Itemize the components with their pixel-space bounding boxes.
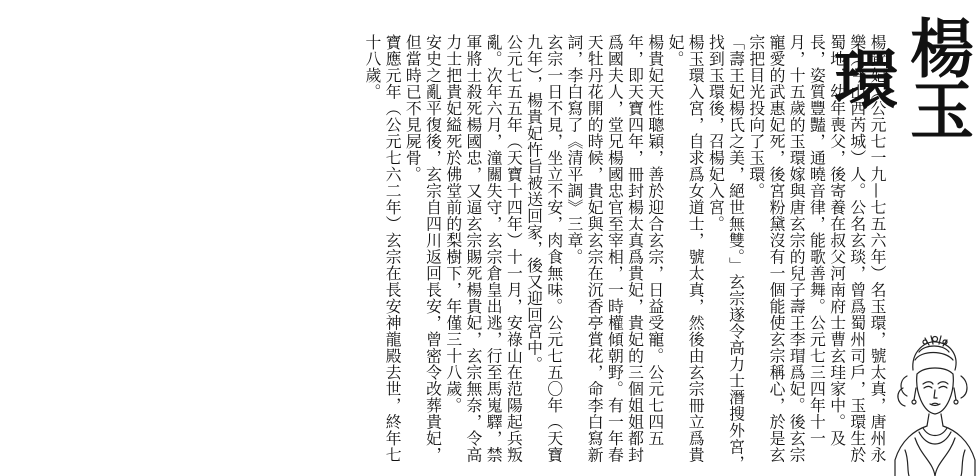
paragraph: 安史之亂平復後，玄宗自四川返回長安，曾密令改葬貴妃，但當時已不見屍骨。 — [403, 34, 443, 463]
paragraph: 楊玉環入宮，自求爲女道士，號太真，然後由玄宗冊立爲貴妃。 — [665, 34, 706, 463]
paragraph: 「壽王妃楊氏之美，絕世無雙。」玄宗遂令高力士潛搜外宮，找到玉環後，召楊妃入宮。 — [706, 34, 746, 472]
article-title: 楊玉環 — [823, 15, 974, 139]
article-body — [27, 34, 887, 472]
paragraph: 楊貴妃（公元七一九—七五六年）名玉環，號太真，唐州永樂（今山西芮城）人。公名玄琰，曾爲蜀州司戶，玉環生於蜀地，幼年喪父，後寄養在叔父河南府士曹玄珪家中。及長，姿質豐豔，通曉音律，能歌善舞。公元七三四年十一月，十五歲的玉環嫁與唐玄宗的兒子壽王李瑁爲妃。後玄宗寵愛的武惠妃死，後宮粉黛沒有一個能使玄宗稱心，於是玄宗把目光投向了玉環。 — [746, 34, 887, 463]
paragraph: 玄宗一日不見，坐立不安，肉食無味。公元七五〇年（天寶九年），楊貴妃忤旨被送回家，後又迎回宮中。 — [524, 34, 564, 463]
paragraph: 寶應元年（公元七六二年）玄宗在長安神龍殿去世，終年七十八歲。 — [362, 34, 403, 463]
paragraph: 楊貴妃天性聰穎，善於迎合玄宗，日益受寵。公元七四五年，即天寶四年，冊封楊太真爲貴妃，貴妃的三個姐姐都封爲國夫人，堂兄楊國忠官至宰相，一時權傾朝野。有一年春天牡丹花開的時候，貴妃與玄宗在沉香亭賞花，命李白寫新詞，李白寫了《清平調》三章。 — [564, 34, 665, 463]
paragraph: 公元七五五年（天寶十四年）十一月，安祿山在范陽起兵叛亂。次年六月，潼關失守，玄宗倉皇出逃，行至馬嵬驛，禁軍將士殺死楊國忠，又逼玄宗賜死楊貴妃，玄宗無奈，令高力士把貴妃縊死於佛堂前的梨樹下，年僅三十八歲。 — [443, 34, 524, 463]
portrait-illustration — [885, 330, 977, 476]
